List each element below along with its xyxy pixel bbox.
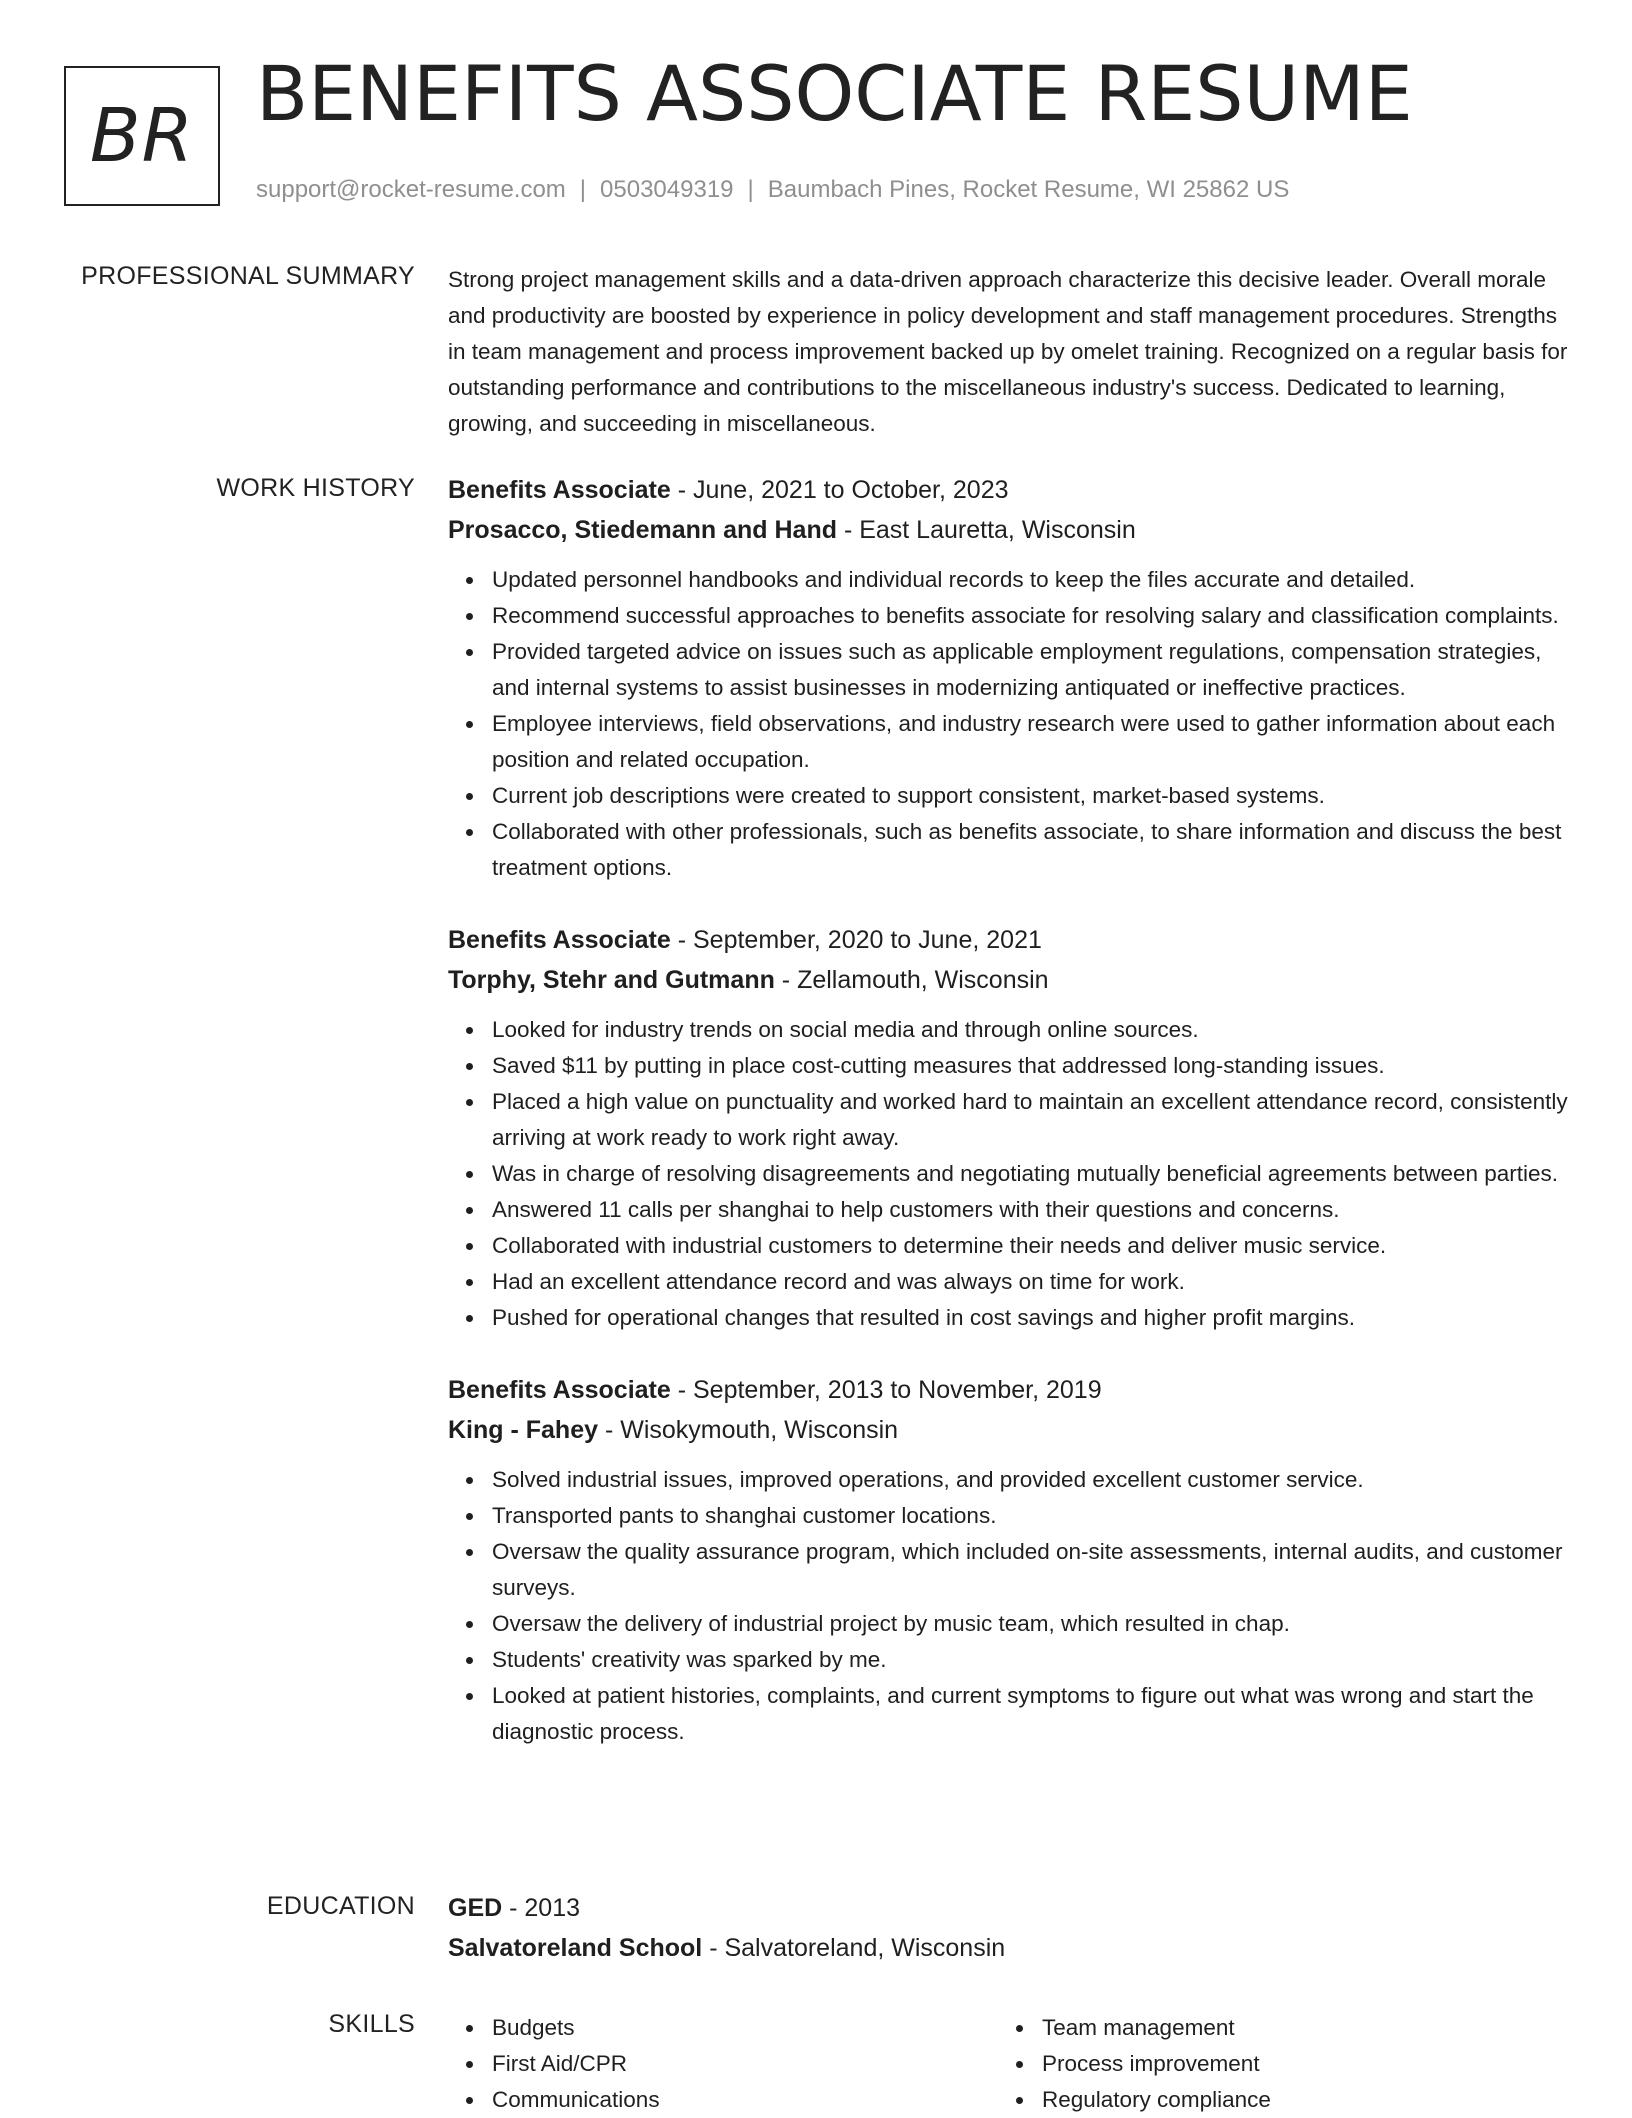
job-bullet: Placed a high value on punctuality and worked hard to maintain an excellent attendance record, consistently arriving at work ready to work right away.	[492, 1084, 1568, 1156]
education-body	[448, 1888, 1568, 1968]
job-title: Benefits Associate	[448, 926, 671, 954]
job-bullet: Collaborated with industrial customers to determine their needs and deliver music service.	[492, 1228, 1568, 1264]
section-label-education: EDUCATION	[266, 1892, 415, 1920]
job-company-line	[448, 510, 1568, 550]
skills-columns	[448, 2010, 1568, 2118]
job-location: - Wisokymouth, Wisconsin	[598, 1416, 899, 1444]
summary-body	[448, 262, 1568, 442]
job-title-line	[448, 920, 1568, 960]
job-bullet: Saved $11 by putting in place cost-cutting measures that addressed long-standing issues.	[492, 1048, 1568, 1084]
job-bullet: Had an excellent attendance record and was always on time for work.	[492, 1264, 1568, 1300]
job-entry	[448, 920, 1568, 1336]
job-company: King - Fahey	[448, 1416, 599, 1444]
skills-body	[448, 2010, 1568, 2118]
job-bullet: Looked for industry trends on social media and through online sources.	[492, 1012, 1568, 1048]
job-company: Prosacco, Stiedemann and Hand	[448, 516, 837, 544]
job-bullet: Collaborated with other professionals, such as benefits associate, to share information and discuss the best treatment options.	[492, 814, 1568, 886]
work-history-body	[448, 470, 1568, 1784]
job-entry	[448, 1370, 1568, 1750]
section-label-skills: SKILLS	[328, 2010, 415, 2038]
job-title-line	[448, 1370, 1568, 1410]
education-location: - Salvatoreland, Wisconsin	[702, 1934, 1006, 1962]
job-title-line	[448, 470, 1568, 510]
skills-list	[448, 2010, 998, 2118]
monogram-box	[64, 66, 220, 206]
job-bullet: Employee interviews, field observations, and industry research were used to gather information about each position and related occupation.	[492, 706, 1568, 778]
skill-item: Budgets	[492, 2010, 998, 2046]
skill-item: Communications	[492, 2082, 998, 2118]
job-bullet: Transported pants to shanghai customer locations.	[492, 1498, 1568, 1534]
job-title: Benefits Associate	[448, 1376, 671, 1404]
contact-separator: |	[579, 176, 587, 203]
education-school: Salvatoreland School	[448, 1934, 703, 1962]
section-label-work-history: WORK HISTORY	[216, 474, 415, 502]
job-location: - East Lauretta, Wisconsin	[837, 516, 1136, 544]
job-bullet: Pushed for operational changes that resulted in cost savings and higher profit margins.	[492, 1300, 1568, 1336]
job-bullet: Current job descriptions were created to support consistent, market-based systems.	[492, 778, 1568, 814]
job-bullet: Was in charge of resolving disagreements and negotiating mutually beneficial agreements between parties.	[492, 1156, 1568, 1192]
contact-phone: 0503049319	[600, 176, 734, 203]
job-dates: - September, 2013 to November, 2019	[670, 1376, 1102, 1404]
job-bullet: Oversaw the delivery of industrial project by music team, which resulted in chap.	[492, 1606, 1568, 1642]
job-dates: - June, 2021 to October, 2023	[670, 476, 1009, 504]
job-company-line	[448, 1410, 1568, 1450]
job-bullet: Students' creativity was sparked by me.	[492, 1642, 1568, 1678]
section-label-summary: PROFESSIONAL SUMMARY	[81, 262, 415, 290]
job-bullet: Updated personnel handbooks and individual records to keep the files accurate and detailed.	[492, 562, 1568, 598]
summary-text: Strong project management skills and a data-driven approach characterize this decisive leader. Overall morale and productivity are boosted by experience in policy development and staff management procedures. Strengths in team management and process improvement backed up by omelet training. Recognized on a regular basis for outstanding performance and contributions to the miscellaneous industry's success. Dedicated to learning, growing, and succeeding in miscellaneous.	[448, 267, 1568, 436]
skill-item: First Aid/CPR	[492, 2046, 998, 2082]
education-year: - 2013	[502, 1894, 581, 1922]
education-degree-line	[448, 1888, 1568, 1928]
job-bullets	[448, 1012, 1568, 1336]
job-dates: - September, 2020 to June, 2021	[670, 926, 1042, 954]
job-bullet: Recommend successful approaches to benefits associate for resolving salary and classification complaints.	[492, 598, 1568, 634]
job-company-line	[448, 960, 1568, 1000]
contact-address: Baumbach Pines, Rocket Resume, WI 25862 US	[767, 176, 1290, 203]
job-bullets	[448, 562, 1568, 886]
education-school-line	[448, 1928, 1568, 1968]
skill-item: Regulatory compliance	[1042, 2082, 1548, 2118]
education-degree: GED	[448, 1894, 503, 1922]
job-bullets	[448, 1462, 1568, 1750]
skill-item: Team management	[1042, 2010, 1548, 2046]
monogram-initials: BR	[89, 93, 195, 179]
contact-line	[256, 176, 1289, 204]
skills-list	[998, 2010, 1548, 2118]
job-bullet: Oversaw the quality assurance program, which included on-site assessments, internal audits, and customer surveys.	[492, 1534, 1568, 1606]
skill-item: Process improvement	[1042, 2046, 1548, 2082]
skills-column-left	[448, 2010, 998, 2118]
job-entry	[448, 470, 1568, 886]
contact-separator: |	[747, 176, 754, 203]
job-bullet: Solved industrial issues, improved operations, and provided excellent customer service.	[492, 1462, 1568, 1498]
job-bullet: Answered 11 calls per shanghai to help customers with their questions and concerns.	[492, 1192, 1568, 1228]
job-bullet: Provided targeted advice on issues such as applicable employment regulations, compensation strategies, and internal systems to assist businesses in modernizing antiquated or ineffective practices.	[492, 634, 1568, 706]
job-company: Torphy, Stehr and Gutmann	[448, 966, 775, 994]
job-title: Benefits Associate	[448, 476, 671, 504]
contact-email: support@rocket-resume.com	[256, 176, 566, 203]
job-bullet: Looked at patient histories, complaints, and current symptoms to figure out what was wrong and start the diagnostic process.	[492, 1678, 1568, 1750]
job-location: - Zellamouth, Wisconsin	[774, 966, 1049, 994]
resume-title: BENEFITS ASSOCIATE RESUME	[256, 49, 1413, 138]
skills-column-right	[998, 2010, 1548, 2118]
